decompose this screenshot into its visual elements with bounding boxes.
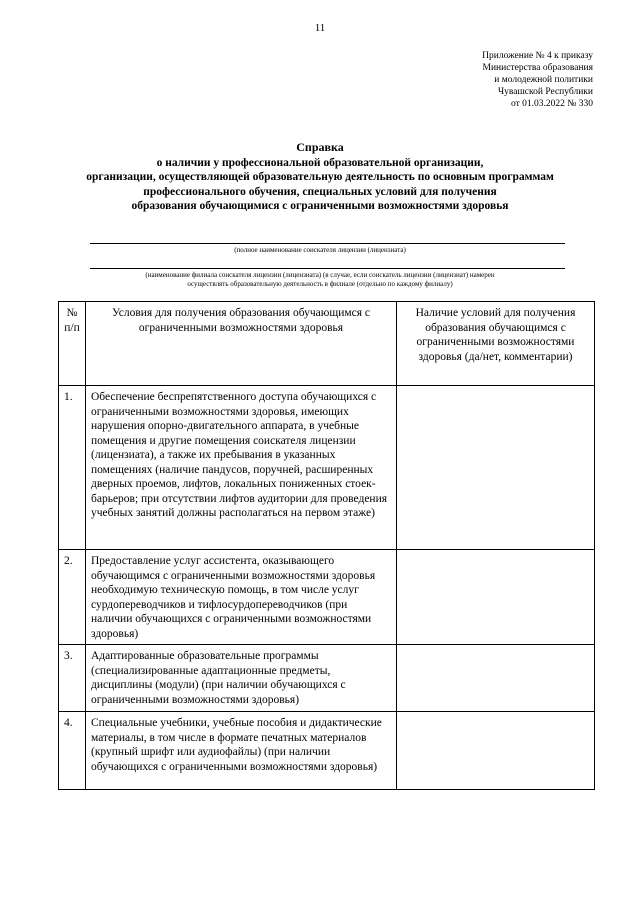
conditions-table [58,301,595,790]
header-availability: Наличие условий для получения образования обучающимся с ограниченными возможностями здоровья (да/нет, комментарии) [397,302,595,386]
title-line: организации, осуществляющей образовательную деятельность по основным программам [86,171,554,183]
title-line: образования обучающимися с ограниченными возможностями здоровья [131,200,509,212]
table-row [59,645,595,712]
branch-name-line [90,268,565,269]
appendix-line: Приложение № 4 к приказу [482,51,593,61]
row-num: 1. [59,386,86,550]
row-num: 2. [59,550,86,645]
row-condition: Предоставление услуг ассистента, оказывающего обучающимся с ограниченными возможностями здоровья необходимую техническую помощь, в том числе услуг сурдопереводчиков и тифлосурдопереводчиков (при наличии обучающихся с ограниченными возможностями здоровья) [86,550,397,645]
table-row [59,386,595,550]
title-line: о наличии у профессиональной образовательной организации, [156,156,484,169]
page-number: 11 [314,22,326,34]
row-num: 3. [59,645,86,712]
table-row [59,712,595,790]
title-line: профессионального обучения, специальных условий для получения [143,185,497,198]
branch-name-caption [60,271,580,289]
appendix-line: Чувашской Республики [497,87,593,97]
row-availability [397,386,595,550]
document-heading: Справка [296,140,344,154]
table-row [59,550,595,645]
row-condition: Обеспечение беспрепятственного доступа обучающихся с ограниченными возможностями здоровья, имеющих нарушения опорно-двигательного аппарата, в учебные помещения и другие помещения соискателя лицензии (лицензиата), а также их пребывания в указанных помещениях (наличие пандусов, поручней, расширенных дверных проемов, лифтов, локальных пониженных стоек-барьеров; при отсутствии лифтов аудитории для проведения учебных занятий должны располагаться на первом этаже) [86,386,397,550]
appendix-line: Министерства образования [482,63,593,73]
row-condition: Адаптированные образовательные программы (специализированные адаптационные предметы, дисциплины (модули) (при наличии обучающихся с ограниченными возможностями здоровья) [86,645,397,712]
branch-caption-line: осуществлять образовательную деятельность в филиале (отдельно по каждому филиалу) [187,280,453,288]
header-num: № п/п [59,302,86,386]
row-availability [397,550,595,645]
row-availability [397,645,595,712]
appendix-line: от 01.03.2022 № 330 [511,99,593,109]
document-title [40,140,600,214]
licensee-name-line [90,243,565,244]
appendix-reference [373,50,593,110]
licensee-name-caption: (полное наименование соискателя лицензии (лицензиата) [234,246,406,254]
row-availability [397,712,595,790]
row-num: 4. [59,712,86,790]
table-header-row [59,302,595,386]
row-condition: Специальные учебники, учебные пособия и дидактические материалы, в том числе в формате печатных материалов (крупный шрифт или аудиофайлы) (при наличии обучающихся с ограниченными возможностями здоровья) [86,712,397,790]
branch-caption-line: (наименование филиала соискателя лицензии (лицензиата) (в случае, если соискатель лицензии (лицензиат) намерен [145,271,495,279]
appendix-line: и молодежной политики [494,75,593,85]
header-condition: Условия для получения образования обучающимся с ограниченными возможностями здоровья [86,302,397,386]
